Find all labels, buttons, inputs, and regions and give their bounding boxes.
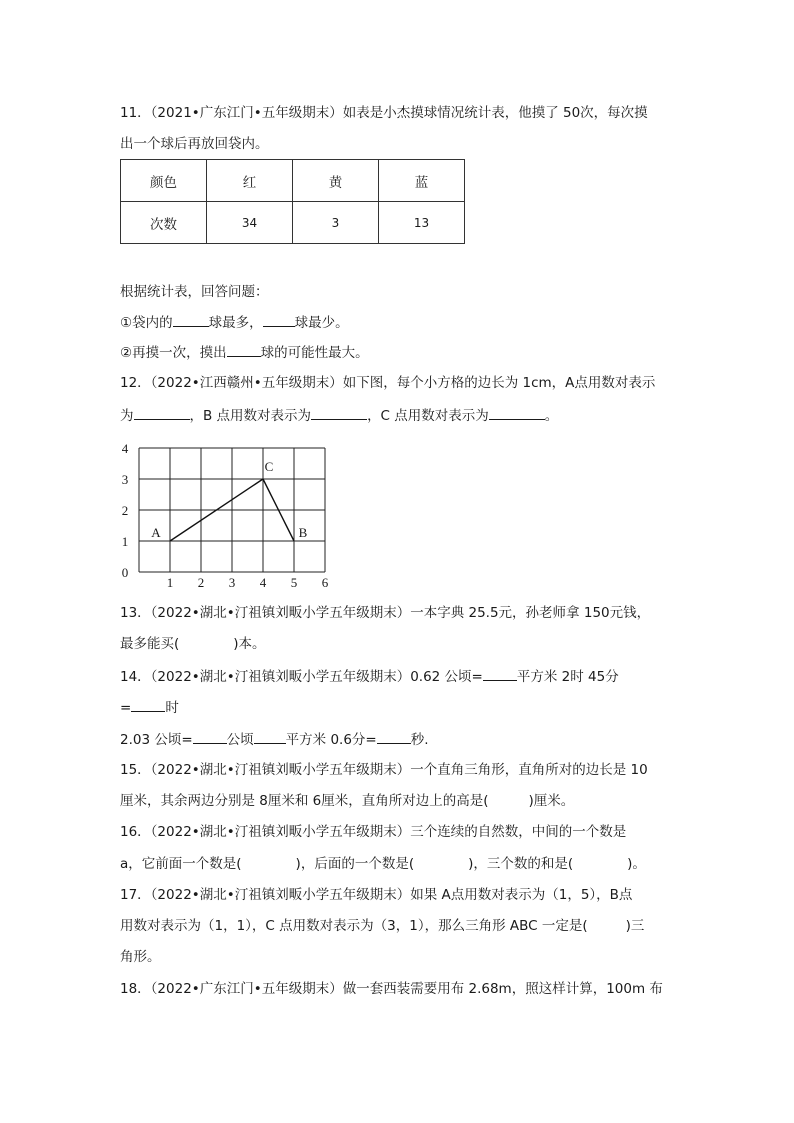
y-tick-label: 1: [121, 534, 129, 549]
q17-line2: [120, 916, 644, 936]
text: )，后面的一个数是(: [295, 856, 415, 872]
answer-blank[interactable]: [131, 697, 165, 712]
q11-line2: 出一个球后再放回袋内。: [120, 136, 269, 152]
text: )三: [625, 918, 645, 934]
text: ，C 点用数对表示为: [367, 408, 489, 424]
text: 用数对表示为（1，1），C 点用数对表示为（3，1），那么三角形 ABC 一定是(: [120, 918, 588, 934]
y-tick-label: 0: [121, 565, 129, 580]
q17-line3: 角形。: [120, 949, 161, 965]
x-tick-label: 1: [166, 575, 174, 590]
table-row: [121, 160, 465, 202]
table-row: [121, 202, 465, 244]
text: 球最少。: [294, 315, 349, 331]
text: ②再摸一次，摸出: [120, 345, 227, 361]
text: 最多能买(: [120, 636, 180, 652]
text: ，B 点用数对表示为: [189, 408, 312, 424]
text: 时: [165, 700, 179, 716]
answer-blank[interactable]: [254, 729, 286, 744]
text: 平方米 2时 45分: [516, 669, 619, 685]
q17-line1: 17．（2022•湖北•汀祖镇刘畈小学五年级期末）如果 A点用数对表示为（1，5），B点: [120, 887, 633, 903]
x-tick-label: 2: [197, 575, 205, 590]
answer-blank[interactable]: [483, 666, 517, 681]
text: )厘米。: [528, 793, 575, 809]
text: 公顷: [226, 732, 254, 748]
x-tick-label: 6: [321, 575, 329, 590]
answer-blank[interactable]: [173, 312, 209, 327]
q15-line1: 15．（2022•湖北•汀祖镇刘畈小学五年级期末）一个直角三角形，直角所对的边长是 10: [120, 762, 648, 778]
text: )。: [627, 856, 646, 872]
q11-stat-table: [120, 159, 465, 244]
text: 为: [120, 408, 134, 424]
answer-blank[interactable]: [227, 342, 261, 357]
answer-blank[interactable]: [263, 312, 295, 327]
point-label-a: A: [151, 525, 161, 540]
y-tick-label: 3: [121, 472, 129, 487]
y-tick-label: 2: [121, 503, 129, 518]
q11-prompt: 根据统计表，回答问题：: [120, 284, 269, 300]
text: 2.03 公顷=: [120, 732, 193, 748]
q11-sub1: [120, 312, 349, 333]
q14-line3: [120, 729, 429, 750]
answer-blank[interactable]: [377, 729, 411, 744]
point-label-b: B: [298, 525, 308, 540]
text: a，它前面一个数是(: [120, 856, 242, 872]
x-tick-label: 4: [259, 575, 267, 590]
q16-line2: [120, 854, 646, 874]
q18-line1: 18．（2022•广东江门•五年级期末）做一套西装需要用布 2.68m，照这样计算，100m 布: [120, 981, 663, 997]
x-tick-label: 5: [290, 575, 298, 590]
table-header-cell: 黄: [293, 160, 379, 202]
coordinate-grid: [115, 440, 345, 595]
text: 平方米 0.6分=: [285, 732, 377, 748]
q14-line2: [120, 697, 179, 718]
answer-blank[interactable]: [193, 729, 227, 744]
text: )本。: [233, 636, 266, 652]
text: 14．（2022•湖北•汀祖镇刘畈小学五年级期末）0.62 公顷=: [120, 669, 483, 685]
q14-line1: [120, 666, 619, 687]
answer-blank[interactable]: [134, 405, 190, 420]
q12-line2: [120, 405, 558, 426]
q13-line1: 13．（2022•湖北•汀祖镇刘畈小学五年级期末）一本字典 25.5元，孙老师拿 150元钱，: [120, 605, 651, 621]
q13-line2: [120, 634, 266, 654]
q11-line1: 11．（2021•广东江门•五年级期末）如表是小杰摸球情况统计表，他摸了 50次，每次摸: [120, 105, 648, 121]
answer-blank[interactable]: [311, 405, 367, 420]
q16-line1: 16．（2022•湖北•汀祖镇刘畈小学五年级期末）三个连续的自然数，中间的一个数是: [120, 824, 627, 840]
q12-line1: 12．（2022•江西赣州•五年级期末）如下图，每个小方格的边长为 1cm，A点用数对表示: [120, 375, 656, 391]
table-cell: 次数: [121, 202, 207, 244]
table-header-cell: 颜色: [121, 160, 207, 202]
table-cell: 13: [379, 202, 465, 244]
text: 。: [544, 408, 559, 424]
text: 球最多，: [208, 315, 263, 331]
text: 球的可能性最大。: [260, 345, 369, 361]
q11-sub2: [120, 342, 369, 363]
text: )，三个数的和是(: [468, 856, 574, 872]
table-header-cell: 红: [207, 160, 293, 202]
text: 秒.: [410, 732, 429, 748]
x-tick-label: 3: [228, 575, 236, 590]
point-label-c: C: [264, 459, 274, 474]
table-cell: 3: [293, 202, 379, 244]
q15-line2: [120, 791, 574, 811]
text: 厘米，其余两边分别是 8厘米和 6厘米，直角所对边上的高是(: [120, 793, 489, 809]
text: =: [120, 700, 132, 716]
table-header-cell: 蓝: [379, 160, 465, 202]
text: ①袋内的: [120, 315, 173, 331]
y-tick-label: 4: [121, 441, 129, 456]
table-cell: 34: [207, 202, 293, 244]
answer-blank[interactable]: [489, 405, 545, 420]
